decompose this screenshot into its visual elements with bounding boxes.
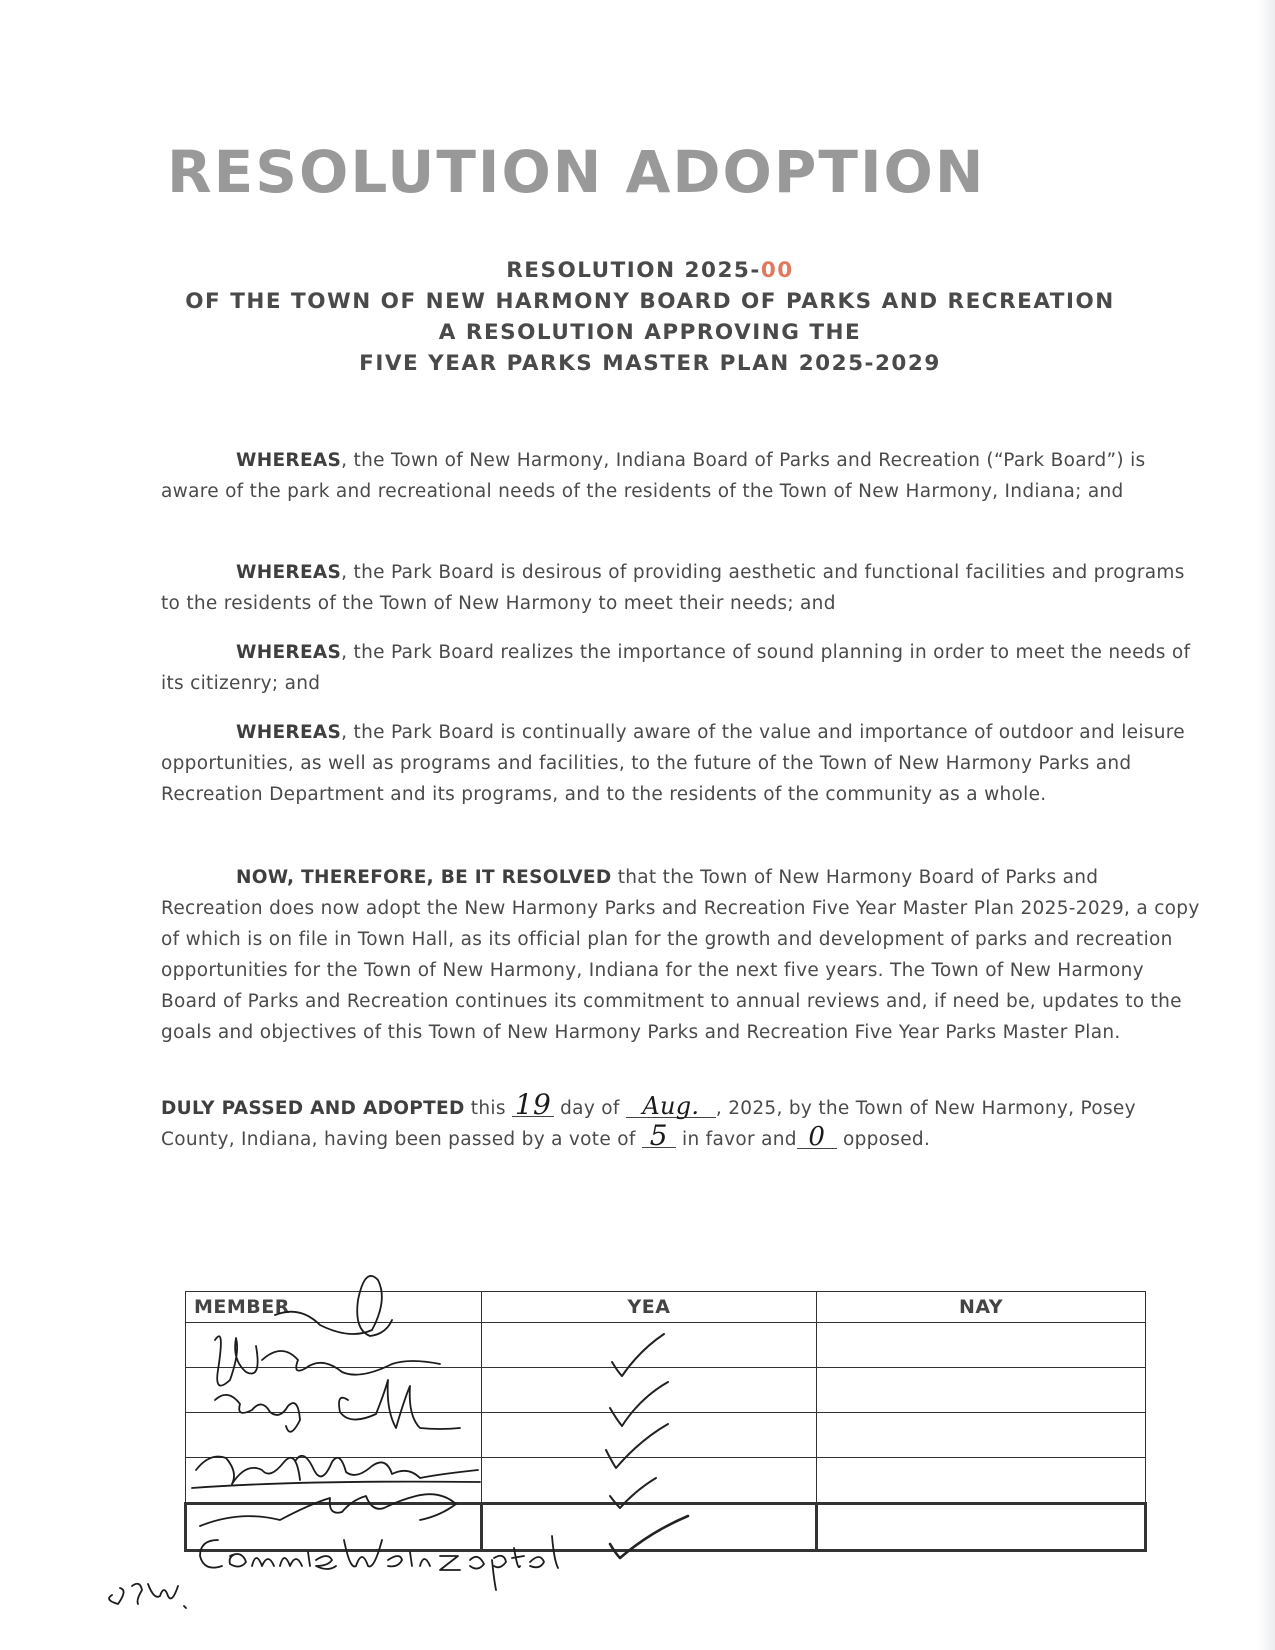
adoption-text: day of	[553, 1098, 626, 1119]
nay-column-header: NAY	[817, 1292, 1146, 1323]
paragraph-text: , the Town of New Harmony, Indiana Board of Parks and Recreation (“Park Board”) is aware of the park and recreational needs of the residents of the Town of New Harmony, Indiana; and	[161, 450, 1146, 502]
signature-scribble-header	[275, 1276, 392, 1336]
adoption-lead: DULY PASSED AND ADOPTED	[161, 1098, 465, 1119]
signature-4	[200, 1494, 456, 1526]
signature-5	[200, 1536, 558, 1590]
yea-count-field[interactable]: 5	[642, 1125, 676, 1148]
resolution-number-prefix: RESOLUTION 2025-	[506, 258, 761, 283]
yea-column-header: YEA	[482, 1292, 817, 1323]
signature-1	[215, 1336, 440, 1385]
adoption-text: , 2025, by the Town of New Harmony, Posey County, Indiana, having been passed by a vote of	[161, 1098, 1136, 1150]
nay-count-field[interactable]: 0	[797, 1126, 837, 1149]
month-field[interactable]: Aug.	[626, 1095, 716, 1118]
paragraph-text: that the Town of New Harmony Board of Parks and Recreation does now adopt the New Harmony Parks and Recreation Five Year Master Plan 2025-2029, a copy of which is on file in Town Hall, as its official plan for the growth and development of parks and recreation opportunities for the Town of New Harmony, Indiana for the next five years. The Town of New Harmony Board of Parks and Recreation continues its commitment to annual reviews and, if need be, updates to the goals and objectives of this Town of New Harmony Parks and Recreation Five Year Parks Master Plan.	[161, 867, 1200, 1043]
heading-line-1: OF THE TOWN OF NEW HARMONY BOARD OF PARKS AND RECREATION	[185, 289, 1115, 314]
member-column-header: MEMBER	[186, 1292, 482, 1323]
adoption-text: opposed.	[836, 1129, 931, 1150]
heading-line-2: A RESOLUTION APPROVING THE	[438, 320, 862, 345]
resolution-number-suffix: 00	[760, 258, 794, 283]
signature-2	[215, 1380, 460, 1432]
paragraph-lead: NOW, THEREFORE, BE IT RESOLVED	[236, 867, 612, 888]
adoption-text: this	[464, 1098, 512, 1119]
paragraph-lead: WHEREAS	[236, 722, 342, 743]
heading-line-3: FIVE YEAR PARKS MASTER PLAN 2025-2029	[359, 351, 941, 376]
paragraph-text: , the Park Board realizes the importance of sound planning in order to meet the needs of its citizenry; and	[161, 642, 1191, 694]
adoption-text: in favor and	[675, 1129, 797, 1150]
paragraph-lead: WHEREAS	[236, 562, 342, 583]
document-title: RESOLUTION ADOPTION	[167, 138, 986, 206]
paragraph-text: , the Park Board is desirous of providing aesthetic and functional facilities and programs to the residents of the Town of New Harmony to meet their needs; and	[161, 562, 1185, 614]
day-field[interactable]: 19	[512, 1094, 554, 1117]
paragraph-lead: WHEREAS	[236, 450, 342, 471]
paragraph-lead: WHEREAS	[236, 642, 342, 663]
paragraph-text: , the Park Board is continually aware of the value and importance of outdoor and leisure opportunities, as well as programs and facilities, to the future of the Town of New Harmony Parks and Recreation Department and its programs, and to the residents of the community as a whole.	[161, 722, 1185, 805]
initials-mark	[109, 1584, 186, 1608]
signature-3	[192, 1456, 480, 1488]
